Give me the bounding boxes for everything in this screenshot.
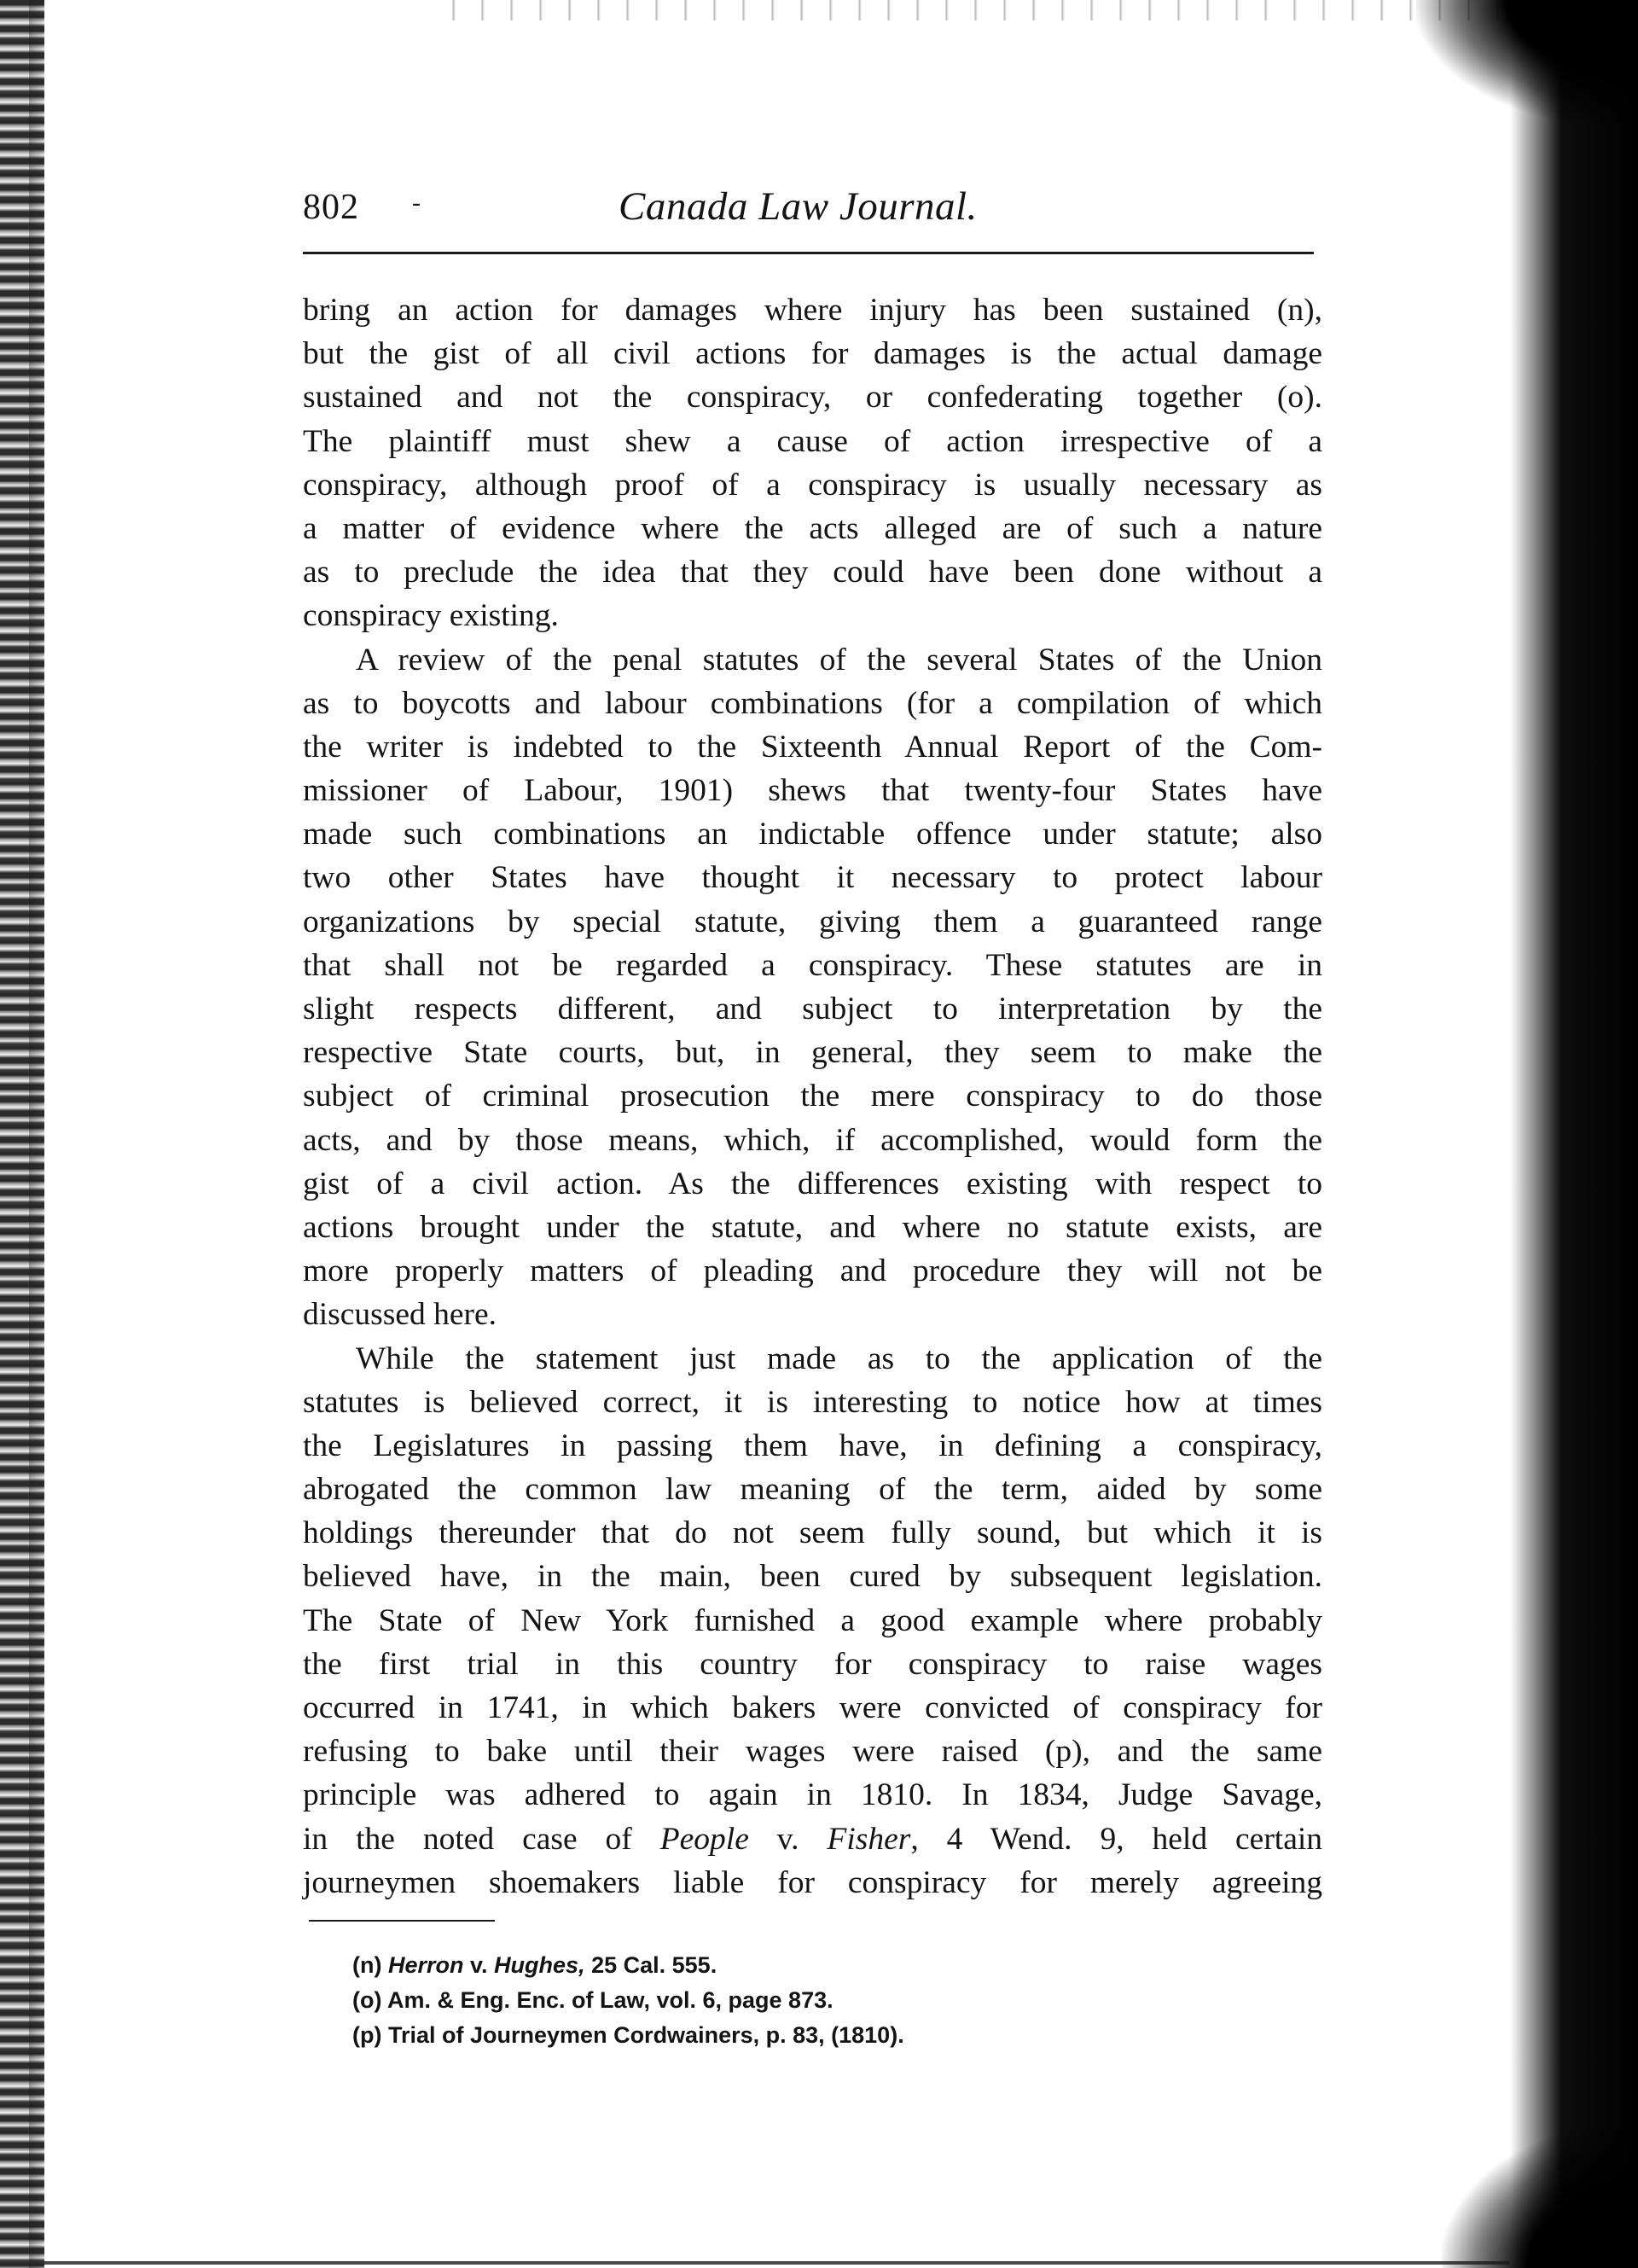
text-line: two other States have thought it necessary to protect labour — [303, 860, 1322, 896]
text-line: conspiracy existing. — [303, 598, 559, 634]
footnote-o — [352, 1983, 1291, 2018]
text-line: but the gist of all civil actions for damages is the actual damage — [303, 336, 1322, 372]
page-number: 802 — [303, 188, 359, 227]
footnote-marker: (o) — [352, 1987, 382, 2013]
footnote-text: Trial of Journeymen Cordwainers, p. 83, (1810). — [388, 2022, 904, 2048]
text-line: actions brought under the statute, and where no statute exists, are — [303, 1209, 1322, 1245]
text-line: holdings thereunder that do not seem fully sound, but which it is — [303, 1515, 1322, 1551]
text-line: as to boycotts and labour combinations (for a compilation of which — [303, 685, 1322, 721]
footnote-case-party-a: Herron — [388, 1952, 464, 1978]
text-line: acts, and by those means, which, if accomplished, would form the — [303, 1122, 1322, 1158]
case-party-a: People — [659, 1821, 749, 1857]
text-line: journeymen shoemakers liable for conspiracy for merely agreeing — [303, 1864, 1322, 1900]
text-line: more properly matters of pleading and procedure they will not be — [303, 1253, 1322, 1289]
text-line: that shall not be regarded a conspiracy. These statutes are in — [303, 947, 1322, 983]
text-line: principle was adhered to again in 1810. In 1834, Judge Savage, — [303, 1777, 1322, 1813]
text-line: refusing to bake until their wages were raised (p), and the same — [303, 1734, 1322, 1770]
text-line: slight respects different, and subject to interpretation by the — [303, 992, 1322, 1026]
text-line: gist of a civil action. As the differences existing with respect to — [303, 1166, 1322, 1201]
footnote-versus: v. — [470, 1952, 488, 1978]
header-dash: - — [412, 189, 421, 217]
text-line: conspiracy, although proof of a conspiracy is usually necessary as — [303, 467, 1322, 503]
text-line: While the statement just made as to the application of the — [356, 1340, 1322, 1376]
text-line: the first trial in this country for conspiracy to raise wages — [303, 1646, 1322, 1682]
footnote-case-party-b: Hughes, — [494, 1952, 585, 1978]
text-line: subject of criminal prosecution the mere conspiracy to do those — [303, 1079, 1322, 1114]
scan-corner-top — [1416, 0, 1638, 128]
scan-corner-bottom — [1442, 2123, 1638, 2268]
text-line: the Legislatures in passing them have, in defining a conspiracy, — [303, 1428, 1322, 1463]
text-line: The plaintiff must shew a cause of action irrespective of a — [303, 423, 1322, 459]
footnote-rule — [309, 1920, 495, 1922]
scan-bottom-edge — [44, 2261, 1510, 2265]
case-versus: v. — [776, 1821, 799, 1857]
footnote-marker: (n) — [352, 1952, 382, 1978]
scan-right-edge — [1510, 0, 1638, 2268]
footnotes — [352, 1948, 1291, 2053]
running-header — [303, 183, 1314, 243]
footnote-text: Am. & Eng. Enc. of Law, vol. 6, page 873. — [386, 1987, 834, 2013]
footnote-cite: 25 Cal. 555. — [591, 1952, 717, 1978]
case-intro: in the noted case of — [303, 1821, 632, 1857]
case-rest: , 4 Wend. 9, held certain — [910, 1821, 1323, 1857]
text-line: missioner of Labour, 1901) shews that twenty-four States have — [303, 773, 1322, 809]
footnote-p — [352, 2018, 1291, 2053]
header-rule — [303, 252, 1314, 254]
footnote-n — [352, 1948, 1291, 1983]
paragraph-3 — [303, 1337, 1322, 1905]
scan-binding-edge — [0, 0, 44, 2268]
scan-top-speckle — [427, 0, 1536, 20]
text-line: organizations by special statute, giving them a guaranteed range — [303, 904, 1322, 939]
text-line: abrogated the common law meaning of the term, aided by some — [303, 1472, 1322, 1508]
text-line: respective State courts, but, in general, they seem to make the — [303, 1035, 1322, 1071]
journal-title: Canada Law Journal. — [619, 184, 978, 229]
paragraph-2 — [303, 638, 1322, 1337]
text-line-case-citation — [303, 1817, 1322, 1861]
text-line: as to preclude the idea that they could have been done without a — [303, 555, 1322, 590]
paragraph-1 — [303, 288, 1322, 638]
text-line: bring an action for damages where injury has been sustained (n), — [303, 293, 1322, 328]
text-line: discussed here. — [303, 1297, 497, 1333]
text-line: A review of the penal statutes of the several States of the Union — [356, 642, 1322, 677]
text-line: The State of New York furnished a good example where probably — [303, 1602, 1322, 1638]
text-line: the writer is indebted to the Sixteenth Annual Report of the Com- — [303, 729, 1322, 765]
footnote-marker: (p) — [352, 2022, 382, 2048]
case-party-b: Fisher — [827, 1821, 911, 1857]
text-line: made such combinations an indictable offence under statute; also — [303, 817, 1322, 852]
body-text — [303, 288, 1322, 1905]
text-line: statutes is believed correct, it is interesting to notice how at times — [303, 1384, 1322, 1420]
text-line: believed have, in the main, been cured by subsequent legislation. — [303, 1559, 1322, 1595]
text-line: occurred in 1741, in which bakers were convicted of conspiracy for — [303, 1690, 1322, 1725]
text-line: a matter of evidence where the acts alleged are of such a nature — [303, 510, 1322, 546]
text-line: sustained and not the conspiracy, or confederating together (o). — [303, 380, 1322, 416]
